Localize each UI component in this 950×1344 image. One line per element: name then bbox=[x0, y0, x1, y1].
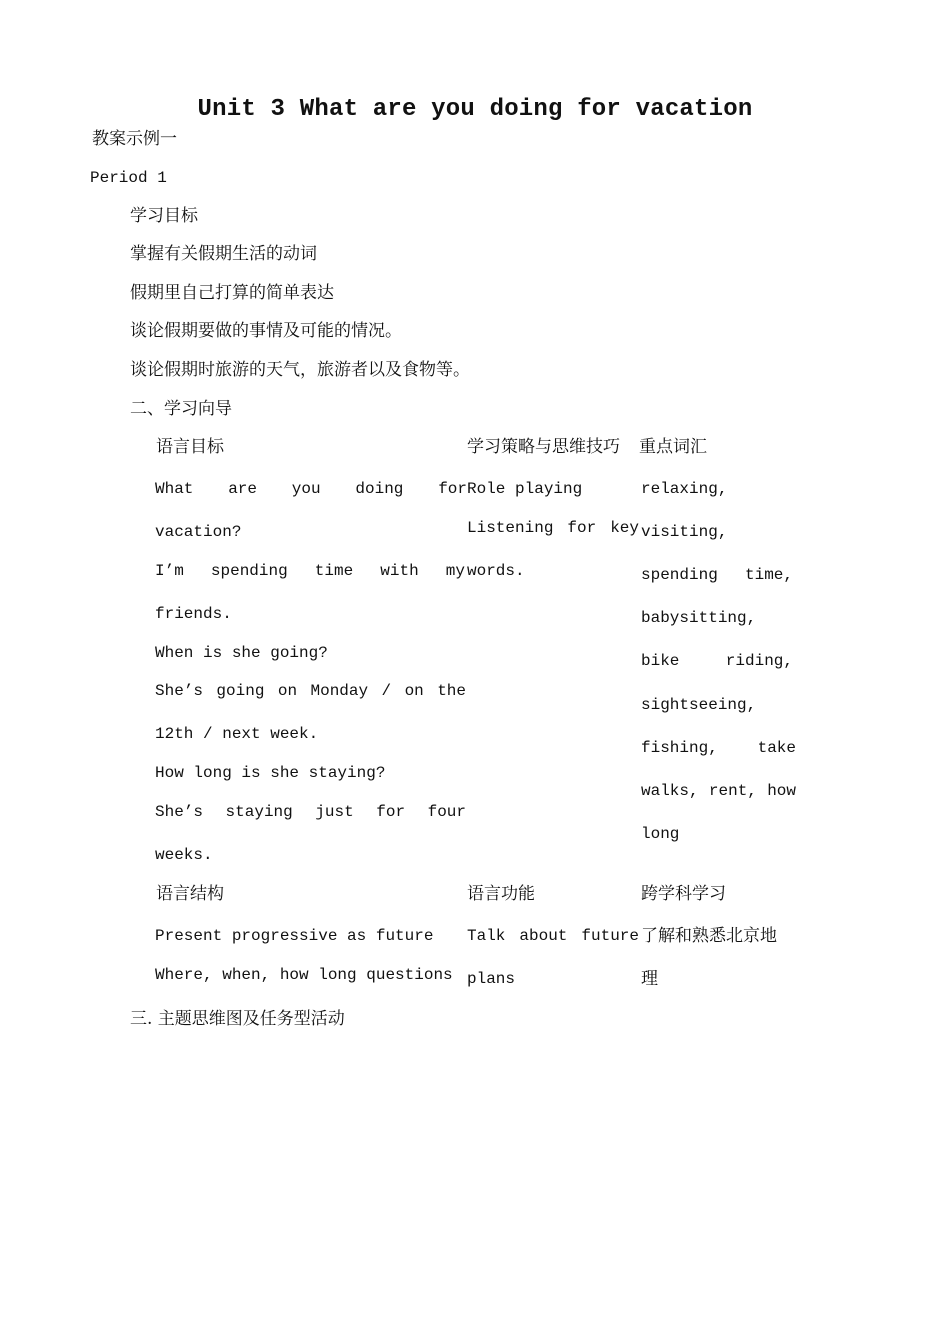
objective-item: 谈论假期时旅游的天气，旅游者以及食物等。 bbox=[130, 360, 470, 380]
language-goal-line: weeks. bbox=[155, 846, 213, 864]
section2-heading: 二、学习向导 bbox=[130, 399, 232, 419]
vocab-line: walks, rent, how bbox=[641, 782, 796, 800]
objective-item: 假期里自己打算的简单表达 bbox=[130, 283, 334, 303]
vocab-line: relaxing, bbox=[641, 480, 728, 498]
column-header-strategies: 学习策略与思维技巧 bbox=[467, 437, 620, 457]
language-goal-line: What are you doing for bbox=[155, 480, 467, 498]
vocab-line: fishing, take bbox=[641, 739, 796, 757]
cross-subject-line: 理 bbox=[641, 969, 658, 989]
language-goal-line: I’m spending time with my bbox=[155, 562, 465, 580]
objective-item: 掌握有关假期生活的动词 bbox=[130, 244, 317, 264]
lesson-subtitle: 教案示例一 bbox=[92, 129, 177, 149]
vocab-line: long bbox=[641, 825, 680, 843]
vocab-line: spending time, bbox=[641, 566, 793, 584]
column-header-cross-subject: 跨学科学习 bbox=[641, 884, 726, 904]
cross-subject-line: 了解和熟悉北京地 bbox=[641, 926, 777, 946]
language-goal-line: friends. bbox=[155, 605, 232, 623]
column-header-structure: 语言结构 bbox=[156, 884, 224, 904]
vocab-line: bike riding, bbox=[641, 652, 793, 670]
language-goal-line: vacation? bbox=[155, 523, 242, 541]
objective-item: 谈论假期要做的事情及可能的情况。 bbox=[130, 321, 402, 341]
section3-heading: 三. 主题思维图及任务型活动 bbox=[130, 1009, 345, 1029]
vocab-line: babysitting, bbox=[641, 609, 757, 627]
section1-heading: 学习目标 bbox=[130, 206, 198, 226]
language-goal-line: How long is she staying? bbox=[155, 764, 386, 782]
function-line: Talk about future bbox=[467, 927, 639, 945]
structure-line: Where, when, how long questions bbox=[155, 966, 453, 984]
vocab-line: sightseeing, bbox=[641, 696, 757, 714]
strategy-line: Role playing bbox=[467, 480, 583, 498]
period-label: Period 1 bbox=[90, 169, 167, 187]
column-header-function: 语言功能 bbox=[467, 884, 535, 904]
language-goal-line: 12th / next week. bbox=[155, 725, 319, 743]
strategy-line: Listening for key bbox=[467, 519, 639, 537]
column-header-language-goals: 语言目标 bbox=[156, 437, 224, 457]
language-goal-line: She’s staying just for four bbox=[155, 803, 466, 821]
language-goal-line: She’s going on Monday / on the bbox=[155, 682, 466, 700]
document-title: Unit 3 What are you doing for vacation bbox=[197, 96, 753, 123]
column-header-vocab: 重点词汇 bbox=[639, 437, 707, 457]
structure-line: Present progressive as future bbox=[155, 927, 434, 945]
language-goal-line: When is she going? bbox=[155, 644, 328, 662]
vocab-line: visiting, bbox=[641, 523, 728, 541]
strategy-line: words. bbox=[467, 562, 525, 580]
function-line: plans bbox=[467, 970, 516, 988]
